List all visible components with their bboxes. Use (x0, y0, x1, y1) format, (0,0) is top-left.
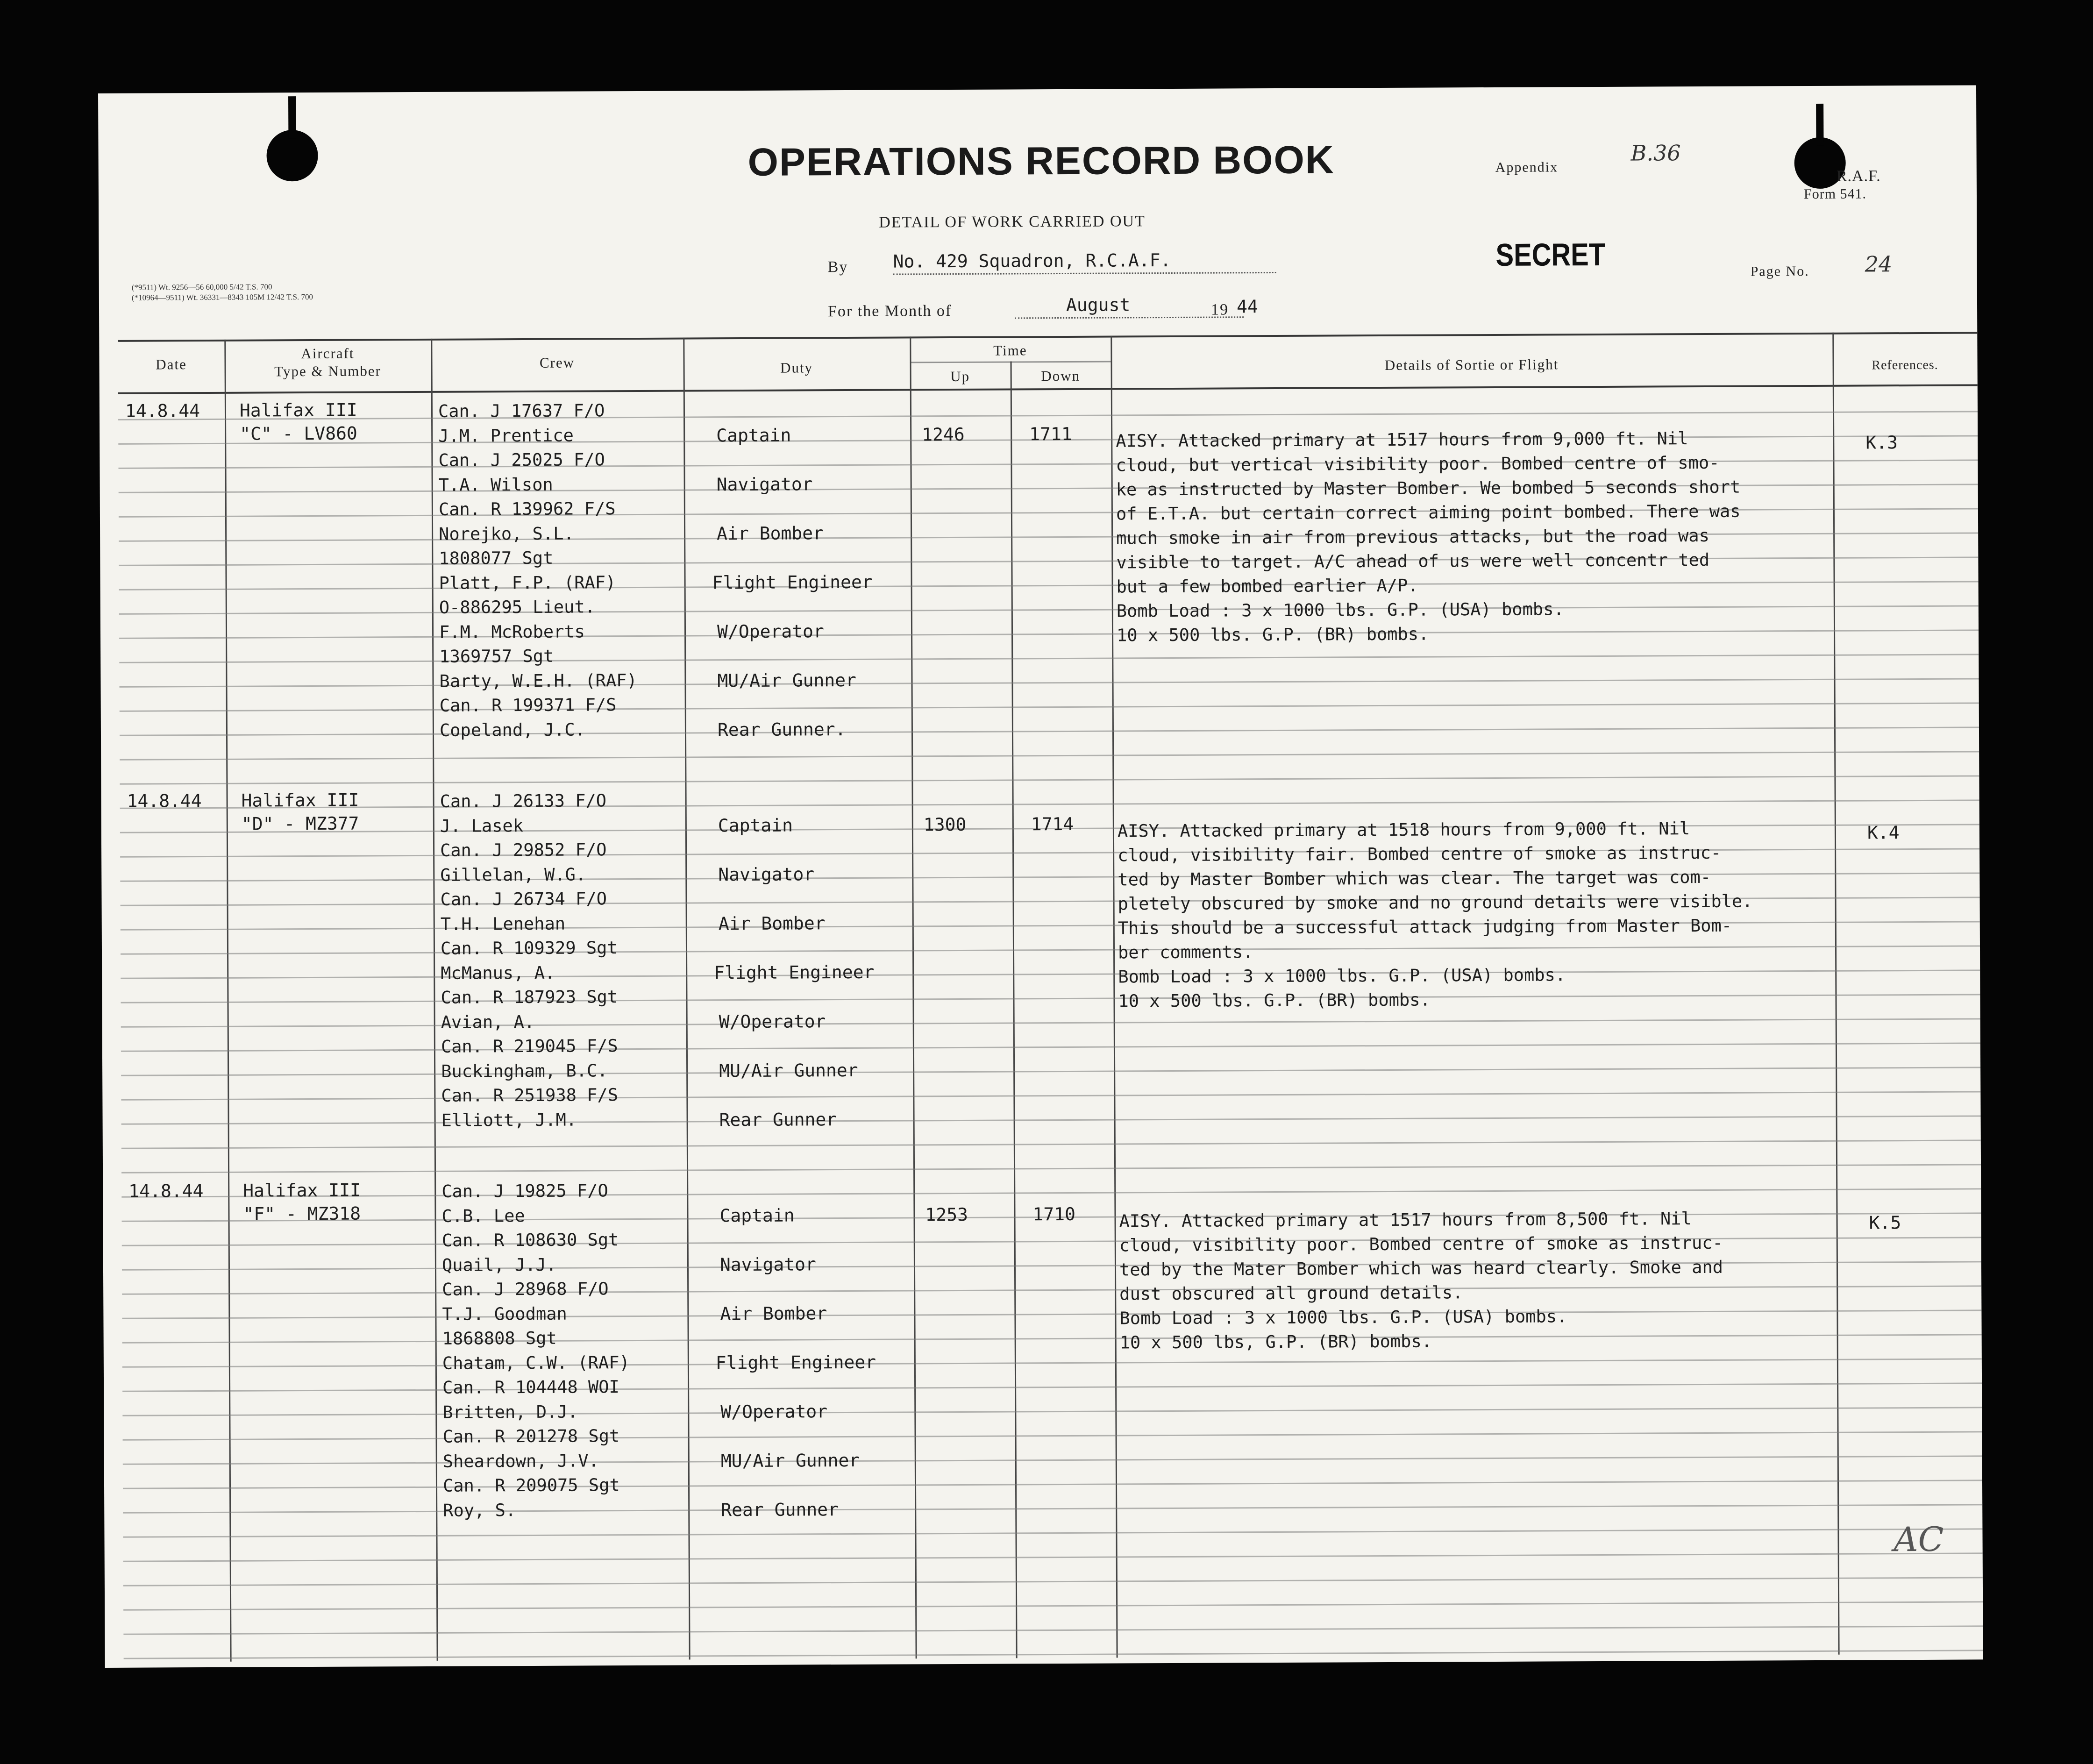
crew-line: Can. J 17637 F/O (438, 400, 605, 421)
header-aircraft-line1: Aircraft (301, 345, 355, 362)
crew-line: Sheardown, J.V. (442, 1450, 599, 1472)
ruled-line (119, 654, 1979, 663)
header-references: References. (1872, 357, 1938, 373)
ruled-line (121, 969, 1980, 979)
ruled-line (122, 1309, 1981, 1319)
sortie-detail-line: This should be a successful attack judging from Master Bom- (1118, 915, 1732, 939)
ruled-line (122, 1407, 1982, 1416)
sortie-detail-line: but a few bombed earlier A/P. (1116, 575, 1418, 597)
aircraft-number: "F" - MZ318 (243, 1203, 361, 1224)
ruled-line (119, 629, 1979, 639)
duty-cell: Flight Engineer (712, 571, 873, 593)
crew-line: Can. R 109329 Sgt (440, 938, 618, 959)
crew-line: Can. R 219045 F/S (441, 1036, 618, 1057)
duty-cell: W/Operator (719, 1011, 826, 1032)
sortie-detail-line: dust obscured all ground details. (1119, 1282, 1463, 1304)
crew-line: Elliott, J.M. (441, 1110, 577, 1131)
year-prefix: 19 (1210, 301, 1229, 319)
crew-line: Can. J 26734 F/O (440, 889, 607, 910)
page-number-label: Page No. (1750, 263, 1809, 279)
ruled-line (121, 1018, 1980, 1027)
ruled-line (123, 1479, 1982, 1489)
month-value: August (1015, 294, 1244, 319)
crew-line: Can. R 139962 F/S (438, 498, 616, 519)
crew-line: J.M. Prentice (438, 425, 574, 446)
ruled-line (121, 994, 1980, 1003)
ruled-line (122, 1334, 1982, 1343)
crew-line: Chatam, C.W. (RAF) (442, 1352, 630, 1373)
ruled-line (121, 1188, 1981, 1197)
crew-line: Norejko, S.L. (439, 523, 574, 544)
entry-date: 14.8.44 (128, 1181, 204, 1202)
header-aircraft (224, 344, 431, 381)
entry-date: 14.8.44 (125, 400, 200, 421)
reference-code: K.5 (1869, 1212, 1901, 1233)
sortie-detail-line: AISY. Attacked primary at 1517 hours from 8,500 ft. Nil (1119, 1209, 1692, 1231)
duty-cell: Flight Engineer (715, 1351, 876, 1373)
appendix-label: Appendix (1495, 159, 1559, 175)
print-code-line2: (*10964—9511) Wt. 36331—8343 105M 12/42 T.S. 700 (131, 292, 313, 302)
ruled-lines (98, 85, 1976, 93)
duty-cell: Captain (719, 1205, 795, 1226)
header-duty: Duty (780, 359, 813, 376)
sortie-detail-line: cloud, visibility poor. Bombed centre of smoke as instruc- (1119, 1232, 1723, 1256)
page-title: OPERATIONS RECORD BOOK (748, 137, 1335, 184)
crew-line: Quail, J.J. (441, 1254, 557, 1275)
ruled-line (123, 1528, 1982, 1537)
crew-line: McManus, A. (441, 962, 555, 983)
crew-line: Can. J 19825 F/O (441, 1181, 608, 1202)
sortie-detail-line: much smoke in air from previous attacks, but the road was (1116, 525, 1709, 548)
crew-line: Barty, W.E.H. (RAF) (439, 670, 637, 691)
ruled-line (123, 1504, 1982, 1513)
binder-slot-left (288, 96, 296, 138)
aircraft-type: Halifax III (243, 1180, 361, 1201)
ruled-line (120, 751, 1979, 760)
aircraft-type: Halifax III (241, 790, 359, 811)
classification-stamp: SECRET (1495, 236, 1606, 273)
ruled-line (123, 1455, 1982, 1465)
crew-line: Copeland, J.C. (439, 719, 585, 740)
sortie-detail-line: AISY. Attacked primary at 1517 hours from 9,000 ft. Nil (1116, 428, 1688, 451)
sortie-detail-line: visible to target. A/C ahead of us were well concentr ted (1116, 549, 1710, 573)
header-time: Time (993, 342, 1027, 359)
form-number-line2: Form 541. (1803, 186, 1867, 202)
ruled-line (120, 799, 1979, 809)
duty-cell: W/Operator (720, 1401, 828, 1423)
ruled-line (124, 1650, 1983, 1659)
duty-cell: MU/Air Gunner (719, 1060, 858, 1081)
duty-cell: Rear Gunner (719, 1109, 837, 1131)
header-aircraft-line2: Type & Number (274, 363, 382, 380)
duty-cell: Rear Gunner. (717, 719, 846, 740)
squadron-name: No. 429 Squadron, R.C.A.F. (893, 249, 1276, 275)
record-page (98, 85, 1983, 1668)
duty-cell: MU/Air Gunner (717, 669, 857, 691)
crew-line: Platt, F.P. (RAF) (439, 572, 616, 593)
duty-cell: MU/Air Gunner (720, 1450, 860, 1472)
crew-line: Can. J 29852 F/O (440, 839, 607, 861)
sortie-detail-line: cloud, visibility fair. Bombed centre of smoke as instruc- (1118, 842, 1722, 866)
time-down: 1710 (1032, 1203, 1076, 1225)
duty-cell: Navigator (719, 1254, 816, 1275)
crew-line: T.H. Lenehan (440, 913, 566, 934)
crew-line: Roy, S. (443, 1500, 516, 1521)
table-top-rule (118, 332, 1977, 341)
time-up: 1253 (925, 1204, 968, 1225)
ruled-line (121, 1139, 1981, 1149)
entry-date: 14.8.44 (127, 790, 202, 811)
ruled-line (122, 1358, 1982, 1367)
sortie-detail-line: AISY. Attacked primary at 1518 hours from 9,000 ft. Nil (1117, 818, 1690, 841)
ruled-line (122, 1382, 1982, 1392)
ruled-line (118, 411, 1978, 420)
ruled-line (123, 1601, 1983, 1610)
ruled-line (123, 1431, 1982, 1440)
crew-line: F.M. McRoberts (439, 621, 585, 642)
year-value: 44 (1236, 296, 1258, 317)
sortie-detail-line: Bomb Load : 3 x 1000 lbs. G.P. (USA) bombs. (1118, 965, 1566, 987)
sortie-detail-line: 10 x 500 lbs. G.P. (BR) bombs. (1118, 989, 1431, 1011)
header-details: Details of Sortie or Flight (1384, 356, 1559, 373)
ruled-line (120, 702, 1979, 711)
crew-line: Can. J 28968 F/O (442, 1279, 609, 1300)
crew-line: Can. R 251938 F/S (441, 1085, 619, 1106)
crew-line: O-886295 Lieut. (439, 597, 596, 618)
ruled-line (123, 1577, 1983, 1586)
crew-line: Can. R 104448 WOI (442, 1377, 619, 1398)
by-label: By (827, 258, 848, 276)
crew-line: Buckingham, B.C. (441, 1060, 608, 1081)
header-date: Date (156, 356, 187, 373)
sortie-detail-line: 10 x 500 lbs, G.P. (BR) bombs. (1119, 1331, 1432, 1353)
ruled-line (121, 1115, 1981, 1124)
crew-line: 1868808 Sgt (442, 1328, 557, 1349)
ruled-line (121, 945, 1980, 954)
ruled-line (120, 775, 1979, 784)
crew-line: Avian, A. (441, 1011, 535, 1032)
page-number-value: 24 (1865, 251, 1893, 277)
duty-cell: Air Bomber (718, 913, 826, 934)
crew-line: 1808077 Sgt (439, 548, 554, 569)
month-label: For the Month of (827, 302, 952, 320)
sortie-detail-line: pletely obscured by smoke and no ground details were visible. (1118, 891, 1753, 914)
ruled-line (119, 581, 1979, 590)
crew-line: 1369757 Sgt (439, 646, 554, 667)
crew-line: C.B. Lee (441, 1205, 525, 1226)
aircraft-type: Halifax III (239, 399, 357, 421)
duty-cell: Navigator (716, 474, 813, 495)
time-down: 1714 (1031, 813, 1074, 835)
crew-line: Can. J 25025 F/O (438, 449, 605, 470)
ruled-line (123, 1625, 1983, 1635)
header-crew: Crew (539, 354, 575, 371)
crew-line: Britten, D.J. (442, 1401, 578, 1423)
duty-cell: Rear Gunner (721, 1499, 839, 1521)
crew-line: T.J. Goodman (442, 1303, 567, 1324)
table-head-rule (118, 384, 1978, 394)
ruled-line (120, 678, 1979, 687)
aircraft-number: "D" - MZ377 (241, 813, 359, 834)
sortie-detail-line: ted by Master Bomber which was clear. The target was com- (1118, 867, 1711, 890)
crew-line: J. Lasek (440, 815, 524, 836)
print-code (132, 282, 313, 303)
crew-line: Can. R 201278 Sgt (442, 1426, 620, 1447)
duty-cell: Captain (718, 815, 793, 836)
ruled-line (121, 1067, 1980, 1076)
form-number-line1: R.A.F. (1836, 167, 1881, 185)
crew-line: Can. J 26133 F/O (440, 790, 607, 811)
crew-line: T.A. Wilson (438, 474, 553, 495)
reference-code: K.3 (1865, 432, 1898, 453)
crew-line: Gillelan, W.G. (440, 864, 586, 885)
sortie-detail-line: ber comments. (1118, 942, 1253, 963)
col-divider-up (1011, 361, 1018, 1658)
ruled-line (121, 1091, 1980, 1100)
sortie-detail-line: of E.T.A. but certain correct aiming point bombed. There was (1116, 501, 1741, 524)
print-code-line1: (*9511) Wt. 9256—56 60,000 5/42 T.S. 700 (131, 282, 272, 292)
crew-line: Can. R 108630 Sgt (441, 1230, 619, 1251)
sortie-detail-line: ke as instructed by Master Bomber. We bombed 5 seconds short (1116, 477, 1741, 500)
appendix-value: B.36 (1630, 140, 1681, 166)
crew-line: Can. R 209075 Sgt (442, 1475, 620, 1496)
duty-cell: Flight Engineer (714, 961, 875, 983)
time-up: 1246 (922, 424, 965, 445)
duty-cell: Captain (716, 425, 791, 446)
sortie-detail-line: Bomb Load : 3 x 1000 lbs. G.P. (USA) bombs. (1119, 1306, 1567, 1329)
ruled-line (122, 1285, 1981, 1295)
ruled-line (121, 1042, 1980, 1052)
ruled-line (120, 726, 1979, 736)
sortie-detail-line: 10 x 500 lbs. G.P. (BR) bombs. (1116, 624, 1429, 646)
aircraft-number: "C" - LV860 (240, 423, 357, 444)
sortie-detail-line: cloud, but vertical visibility poor. Bombed centre of smo- (1116, 452, 1720, 476)
duty-cell: Air Bomber (717, 523, 824, 544)
ruled-line (123, 1552, 1983, 1562)
ruled-line (119, 605, 1979, 614)
binder-slot-right (1816, 104, 1823, 146)
time-down: 1711 (1029, 423, 1072, 445)
page-subtitle: DETAIL OF WORK CARRIED OUT (879, 213, 1146, 231)
time-up: 1300 (923, 814, 967, 835)
handwritten-initials: AC (1894, 1519, 1944, 1559)
sortie-detail-line: ted by the Mater Bomber which was heard clearly. Smoke and (1119, 1257, 1723, 1280)
duty-cell: Air Bomber (720, 1303, 827, 1324)
header-up: Up (950, 368, 970, 385)
ruled-line (121, 1164, 1981, 1173)
duty-cell: Navigator (718, 864, 815, 885)
duty-cell: W/Operator (717, 621, 824, 642)
reference-code: K.4 (1867, 822, 1900, 843)
crew-line: Can. R 187923 Sgt (441, 987, 618, 1008)
crew-line: Can. R 199371 F/S (439, 695, 617, 716)
sortie-detail-line: Bomb Load : 3 x 1000 lbs. G.P. (USA) bombs. (1116, 599, 1564, 621)
header-down: Down (1041, 367, 1081, 384)
